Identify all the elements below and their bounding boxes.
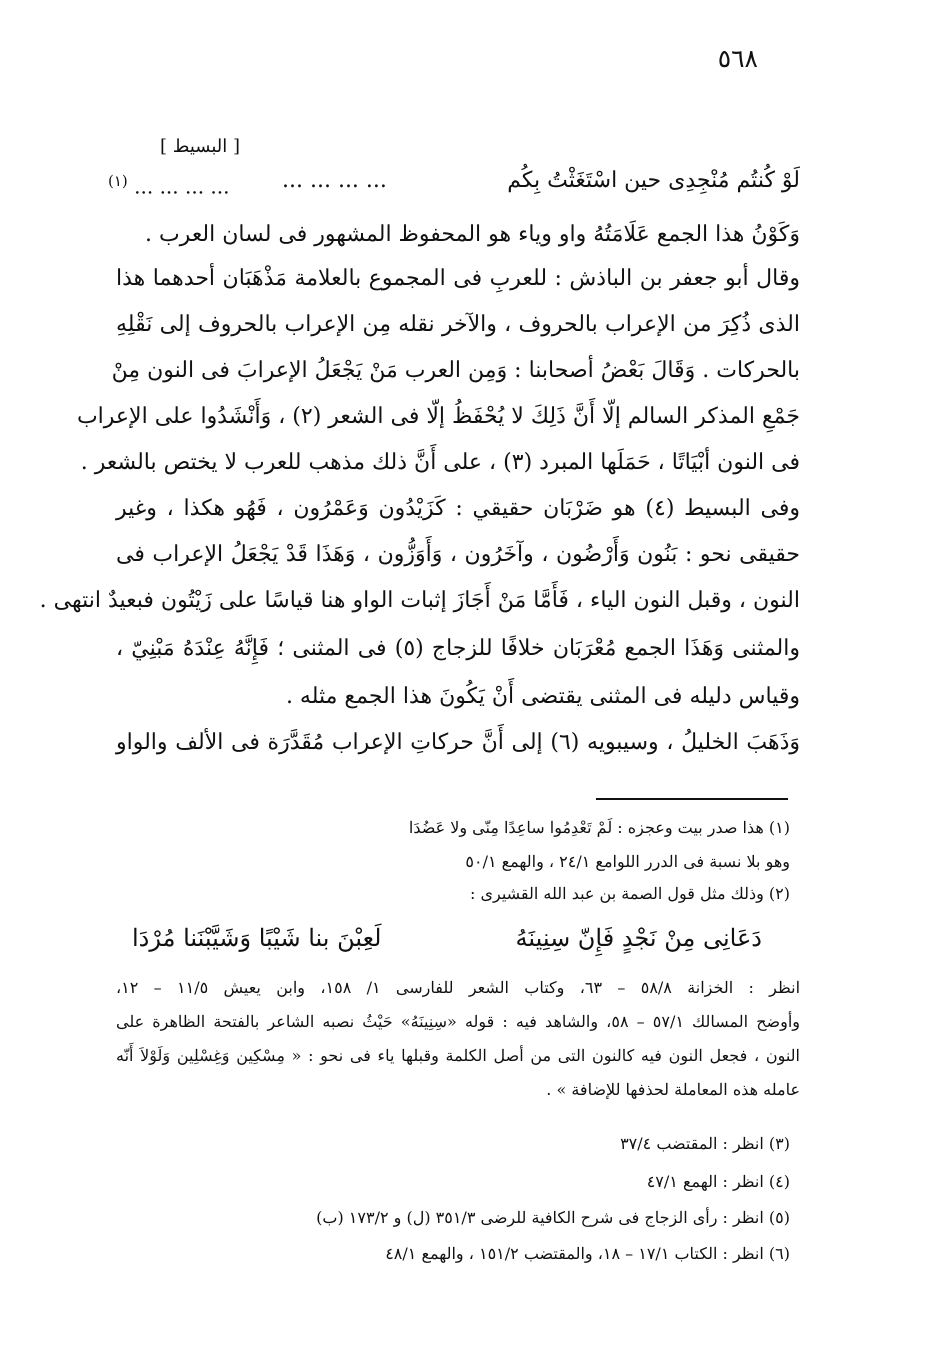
footnote-3: (٣) انظر : المقتضب ٣٧/٤ [620,1134,790,1153]
meter-label: [ البسيط ] [160,136,240,157]
body-line-5: جَمْعِ المذكر السالم إلّا أَنَّ ذَلِكَ لا يُحْفَظُ إلّا فى الشعر (٢) ، وَأَنْشَدُوا على الإعراب [76,404,800,429]
page-number: ٥٦٨ [717,44,758,73]
verse-dots-end-text: ... ... ... ... [134,174,230,199]
footnote-6: (٦) انظر : الكتاب ١٧/١ – ١٨، والمقتضب ١٥١/٢ ، والهمع ٤٨/١ [385,1244,790,1263]
body-line-11: وقياس دليله فى المثنى يقتضى أَنْ يَكُونَ هذا الجمع مثله . [285,684,800,709]
body-line-4: بالحركات . وَقَالَ بَعْضُ أصحابنا : وَمِن العرب مَنْ يَجْعَلُ الإعرابَ فى النون مِنْ [111,358,800,383]
footnote-2-line-5: عامله هذه المعاملة لحذفها للإضافة » . [546,1080,800,1099]
body-line-12: وَذَهَبَ الخليلُ ، وسيبويه (٦) إلى أَنَّ حركاتِ الإعراب مُقَدَّرَة فى الألف والواو [116,730,800,755]
footnote-separator [596,798,788,800]
body-line-8: حقيقى نحو : بَنُون وَأَرْضُون ، وآخَرُون ، وَأَوَزُّون ، وَهَذَا قَدْ يَجْعَلُ الإعراب فى [116,542,800,567]
body-line-7: وفى البسيط (٤) هو ضَرْبَان حقيقي : كَزَيْدُون وَعَمْرُون ، فَهُو هكذا ، وغير [116,496,800,521]
body-line-9: النون ، وقبل النون الياء ، فَأَمَّا مَنْ أَجَازَ إثبات الواو هنا قياسًا على زَيْتُون فبعيدٌ انتهى . [39,588,800,613]
footnote-1-line-2: وهو بلا نسبة فى الدرر اللوامع ٢٤/١ ، والهمع ٥٠/١ [465,852,790,871]
footnote-4: (٤) انظر : الهمع ٤٧/١ [646,1172,790,1191]
verse-dots-end [108,172,230,199]
body-line-3: الذى ذُكِرَ من الإعراب بالحروف ، والآخر نقله مِن الإعراب بالحروف إلى نَقْلِهِ [116,312,800,337]
verse-footnote-ref: (١) [108,172,128,190]
footnote-1-line-1: (١) هذا صدر بيت وعجزه : لَمْ تَعْدِمُوا ساعِدًا مِنّى ولا عَضُدَا [408,818,790,837]
body-line-10: والمثنى وَهَذَا الجمع مُعْرَبَان خلافًا للزجاج (٥) فى المثنى ؛ فَإِنَّهُ عِنْدَهُ مَبْنِيّ ، [116,636,800,661]
footnote-2-line-2: انظر : الخزانة ٥٨/٨ – ٦٣، وكتاب الشعر للفارسى ١/ ١٥٨، وابن يعيش ١١/٥ – ١٢، [116,978,801,997]
body-line-2: وقال أبو جعفر بن الباذش : للعربِ فى المجموع بالعلامة مَذْهَبَان أحدهما هذا [116,266,800,291]
footnote-2-line-4: النون ، فجعل النون فيه كالنون التى من أصل الكلمة وقبلها ياء فى نحو : « مِسْكِين وَغِسْلِين وَلَوْلاَ أَنّه [116,1046,800,1065]
footnote-5: (٥) انظر : رأى الزجاج فى شرح الكافية للرضى ٣٥١/٣ (ل) و ١٧٣/٢ (ب) [316,1208,790,1227]
verse-dots-mid: ... ... ... ... [282,168,387,193]
footnote-2-line-3: وأوضح المسالك ٥٧/١ – ٥٨، والشاهد فيه : قوله «سِنِينَهُ» حَيْثُ نصبه الشاعر بالفتحة الظاهرة على [116,1012,801,1031]
footnote-2-line-1: (٢) وذلك مثل قول الصمة بن عبد الله القشيرى : [469,884,790,903]
footnote-verse-left: لَعِبْنَ بنا شَيْبًا وَشَيَّبْنَنا مُرْدَا [132,924,382,952]
verse-first-half: لَوْ كُنتُم مُنْجِدِى حين اسْتَغَثْتُ بِكُم [507,168,800,193]
body-line-1: وَكَوْنُ هذا الجمع عَلَامَتُهُ واو وياء هو المحفوظ المشهور فى لسان العرب . [144,222,800,247]
footnote-verse-right: دَعَانِى مِنْ نَجْدٍ فَإِنّ سِنِينَهُ [515,924,762,952]
body-line-6: فى النون أبْيَاتًا ، حَمَلَها المبرد (٣) ، على أَنَّ ذلك مذهب للعرب لا يختص بالشعر . [80,450,800,475]
